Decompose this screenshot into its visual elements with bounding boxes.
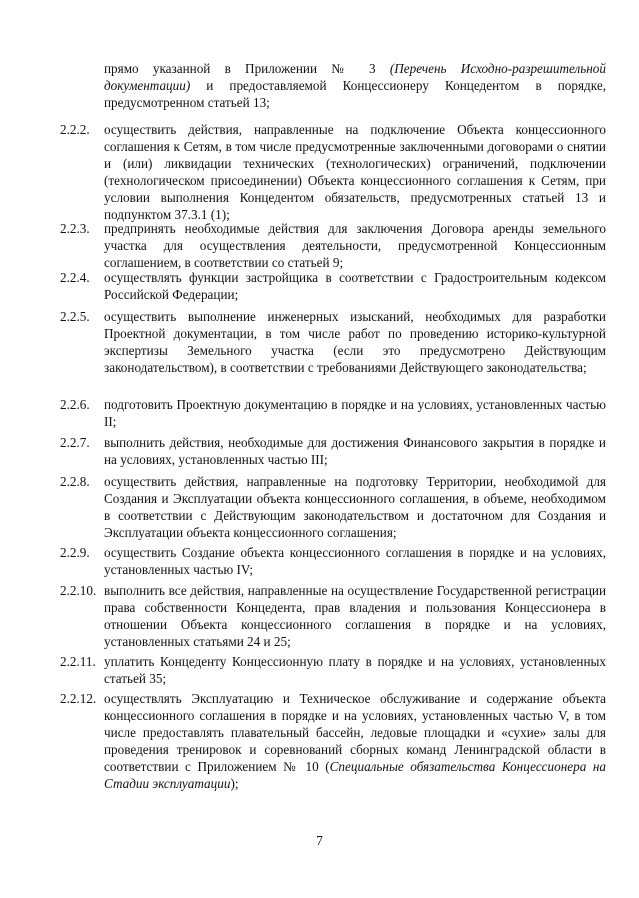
clause-2-2-4 — [60, 269, 606, 303]
clause-text: осуществить Создание объекта концессионного соглашения в порядке и на условиях, установленных частью IV; — [104, 545, 606, 577]
clause-2-2-9 — [60, 544, 606, 578]
page-number: 7 — [316, 833, 323, 848]
intro-text-start: прямо указанной в Приложении № 3 — [104, 61, 390, 76]
clause-2-2-2 — [60, 121, 606, 223]
clause-number: 2.2.11. — [60, 654, 96, 669]
clause-text: осуществить действия, направленные на подготовку Территории, необходимой для Создания и Эксплуатации объекта концессионного соглашения, в объеме, необходимом в соответствии с Действующим законодательством и достаточном для Создания и Эксплуатации объекта концессионного соглашения; — [104, 474, 606, 540]
clause-number: 2.2.8. — [60, 474, 90, 489]
clause-number: 2.2.7. — [60, 435, 90, 450]
intro-text-end: и предоставляемой Концессионеру Концедентом в порядке, предусмотренном статьей 13; — [104, 78, 606, 110]
clause-text-italic: Специальные обязательства Концессионера на Стадии эксплуатации — [104, 759, 606, 791]
clause-2-2-5 — [60, 308, 606, 376]
intro-text-italic: (Перечень Исходно-разрешительной документации) — [104, 61, 606, 93]
clause-2-2-11 — [60, 653, 606, 687]
clause-number: 2.2.10. — [60, 583, 97, 598]
clause-number: 2.2.9. — [60, 545, 90, 560]
clause-text: выполнить действия, необходимые для достижения Финансового закрытия в порядке и на условиях, установленных частью III; — [104, 435, 606, 467]
clause-2-2-6 — [60, 396, 606, 430]
clause-text — [104, 690, 606, 792]
clause-text: подготовить Проектную документацию в порядке и на условиях, установленных частью II; — [104, 397, 606, 429]
clause-2-2-3 — [60, 220, 606, 271]
clause-number: 2.2.4. — [60, 270, 90, 285]
clause-number: 2.2.12. — [60, 691, 97, 706]
clause-2-2-8 — [60, 473, 606, 541]
clause-number: 2.2.3. — [60, 221, 90, 236]
clause-number: 2.2.5. — [60, 309, 90, 324]
clause-text: выполнить все действия, направленные на осуществление Государственной регистрации права собственности Концедента, прав владения и пользования Концессионера в отношении Объекта концессионного соглашения в порядке и на условиях, установленных статьями 24 и 25; — [104, 583, 606, 649]
clause-text: осуществить действия, направленные на подключение Объекта концессионного соглашения к Сетям, в том числе предусмотренные заключенными договорами о снятии и (или) ликвидации технических (технологических) ограничений, подключении (технологическом присоединении) Объекта концессионного соглашения к Сетям, при условии выполнения Концедентом обязательств, предусмотренных статьей 13 и подпунктом 37.3.1 (1); — [104, 122, 606, 222]
clause-text-tail: ); — [230, 776, 239, 791]
clause-text: осуществлять функции застройщика в соответствии с Градостроительным кодексом Российской Федерации; — [104, 270, 606, 302]
clause-text-main: осуществлять Эксплуатацию и Техническое обслуживание и содержание объекта концессионного соглашения в порядке и на условиях, установленных частью V, в том числе предоставлять плавательный бассейн, ледовые площадки и «сухие» залы для проведения тренировок и соревнований сборных команд Ленинградской области в соответствии с Приложением № 10 ( — [104, 691, 606, 774]
clause-text: предпринять необходимые действия для заключения Договора аренды земельного участка для осуществления деятельности, предусмотренной Концессионным соглашением, в соответствии со статьей 9; — [104, 221, 606, 270]
clause-2-2-10 — [60, 582, 606, 650]
clause-2-2-7 — [60, 434, 606, 468]
clause-number: 2.2.2. — [60, 122, 90, 137]
clause-number: 2.2.6. — [60, 397, 90, 412]
intro-paragraph — [104, 60, 606, 111]
clause-text: уплатить Концеденту Концессионную плату в порядке и на условиях, установленных статьей 35; — [104, 654, 606, 686]
clause-2-2-12 — [60, 690, 606, 792]
clause-text: осуществить выполнение инженерных изысканий, необходимых для разработки Проектной документации, в том числе работ по проведению историко-культурной экспертизы Земельного участка (если это предусмотрено Действующим законодательством), в соответствии с требованиями Действующего законодательства; — [104, 309, 606, 375]
